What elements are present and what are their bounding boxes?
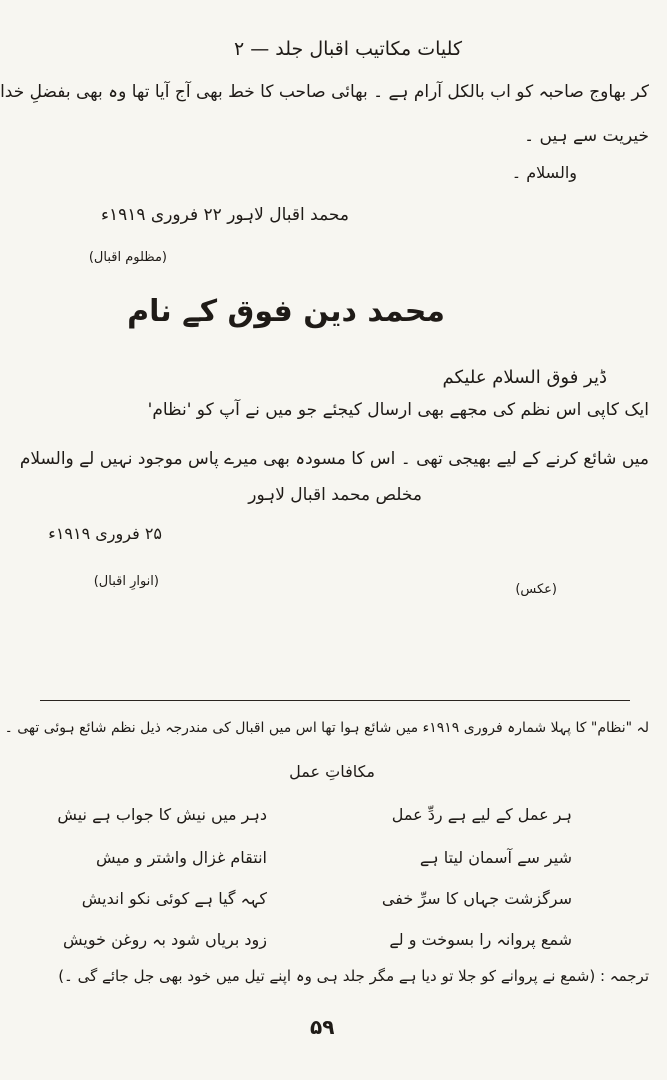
couplet-3-left: کہہ گیا ہے کوئی نکو اندیش [81, 889, 267, 908]
letter1-source: (مظلوم اقبال) [88, 250, 167, 265]
letter1-closing: والسلام ۔ [511, 163, 577, 182]
letter2-body-line2: میں شائع کرنے کے لیے بھیجی تھی ۔ اس کا مسودہ بھی میرے پاس موجود نہیں لے والسلام [19, 449, 649, 469]
letter2-signature-line2: ۲۵ فروری ۱۹۱۹ء [48, 524, 162, 543]
letter1-signature: محمد اقبال لاہور ۲۲ فروری ۱۹۱۹ء [100, 205, 349, 225]
couplet-1-right: ہر عمل کے لیے ہے ردِّ عمل [391, 805, 572, 824]
letter2-greeting: ڈیر فوق السلام علیکم [442, 367, 607, 388]
couplet-4-left: زود بریاں شود بہ روغن خویش [63, 930, 267, 949]
footnote-divider [40, 700, 630, 701]
page-number: ۵۹ [310, 1015, 335, 1039]
running-header: کلیات مکاتیب اقبال جلد — ۲ [234, 38, 462, 60]
poem-title: مکافاتِ عمل [289, 762, 375, 781]
letter2-body-line1: ایک کاپی اس نظم کی مجھے بھی ارسال کیجئے جو میں نے آپ کو 'نظام' [147, 400, 649, 420]
footnote-text: لہ "نظام" کا پہلا شمارہ فروری ۱۹۱۹ء میں شائع ہوا تھا اس میں اقبال کی مندرجہ ذیل نظم شائع ہوئی تھی ۔ [4, 720, 649, 736]
letter2-facsimile-note: (عکس) [515, 582, 557, 597]
letter2-signature-line1: مخلص محمد اقبال لاہور [248, 485, 422, 505]
couplet-1-left: دہر میں نیش کا جواب ہے نیش [57, 805, 267, 824]
letter1-line2: خیریت سے ہیں ۔ [524, 126, 649, 146]
couplet-2-left: انتقام غزال واشتر و میش [96, 848, 267, 867]
couplet-3-right: سرگزشت جہاں کا سرِّ خفی [381, 889, 572, 908]
letter1-line1: کر بھاوج صاحبہ کو اب بالکل آرام ہے ۔ بھائی صاحب کا خط بھی آج آیا تھا وہ بھی بفضلِ خدا [0, 82, 649, 102]
letter2-source: (انوارِ اقبال) [93, 574, 159, 589]
letter2-title: محمد دین فوق کے نام [127, 294, 445, 329]
couplet-4-right: شمع پروانہ را بسوخت و لے [389, 930, 572, 949]
couplet-2-right: شیر سے آسمان لیتا ہے [419, 848, 572, 867]
poem-translation: ترجمہ : (شمع نے پروانے کو جلا تو دیا ہے مگر جلد ہی وہ اپنے تیل میں خود بھی جل جائے گی ۔) [58, 967, 649, 985]
